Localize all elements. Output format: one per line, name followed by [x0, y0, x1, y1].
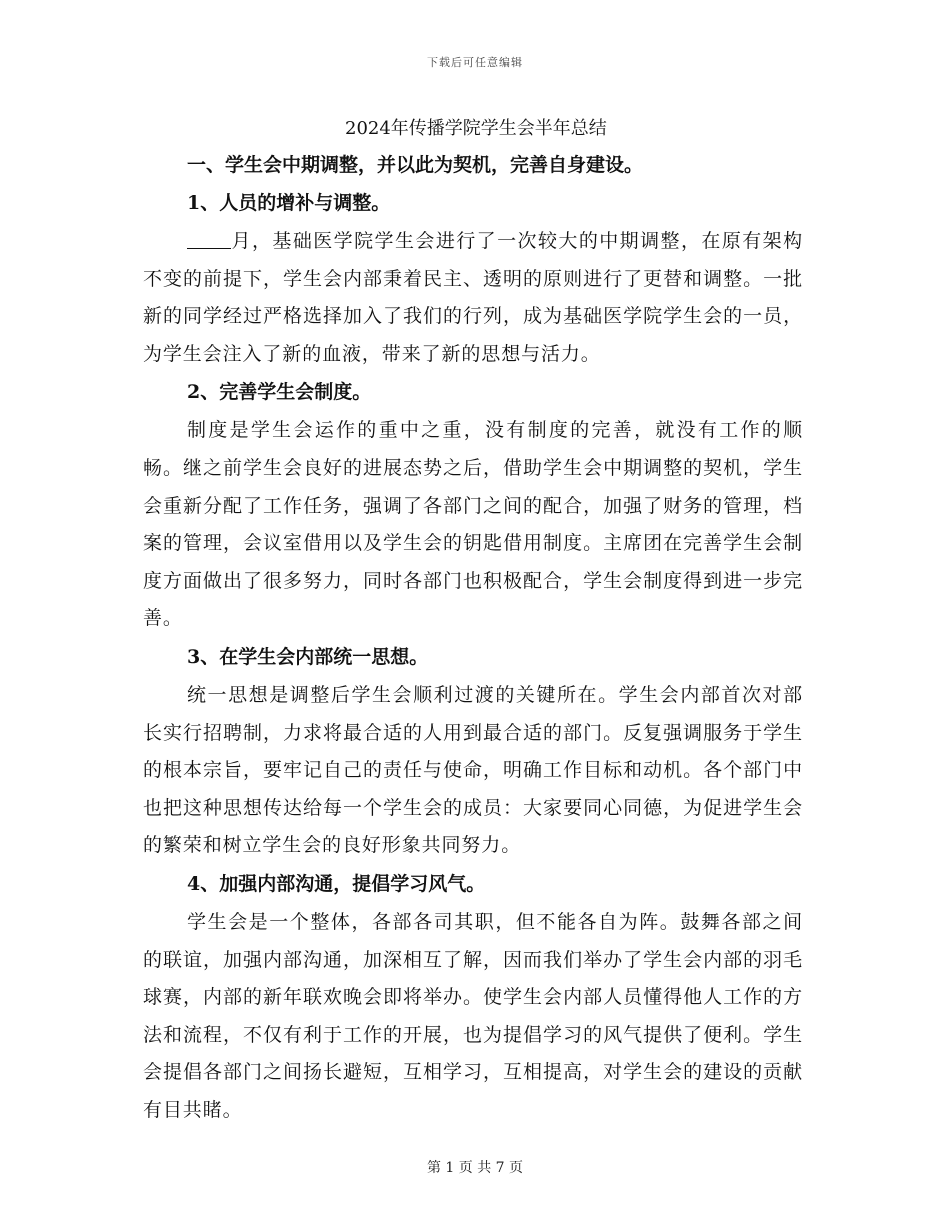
subsection-heading-4: 4、加强内部沟通，提倡学习风气。	[187, 872, 486, 895]
page-footer: 第 1 页 共 7 页	[426, 1160, 524, 1176]
page-header: 下载后可任意编辑	[427, 56, 523, 69]
subsection-heading-3: 3、在学生会内部统一思想。	[187, 645, 429, 668]
paragraph-2: 制度是学生会运作的重中之重，没有制度的完善，就没有工作的顺畅。继之前学生会良好的进展态势之后，借助学生会中期调整的契机，学生会重新分配了工作任务，强调了各部门之间的配合，加强了财务的管理，档案的管理，会议室借用以及学生会的钥匙借用制度。主席团在完善学生会制度方面做出了很多努力，同时各部门也积极配合，学生会制度得到进一步完善。	[143, 419, 803, 630]
paragraph-1	[143, 223, 803, 373]
section-heading-1: 一、学生会中期调整，并以此为契机，完善自身建设。	[187, 154, 644, 176]
document-body	[143, 112, 803, 1129]
paragraph-1-text: 月，基础医学院学生会进行了一次较大的中期调整，在原有架构不变的前提下，学生会内部秉着民主、透明的原则进行了更替和调整。一批新的同学经过严格选择加入了我们的行列，成为基础医学院学生会的一员，为学生会注入了新的血液，带来了新的思想与活力。	[143, 230, 803, 365]
subsection-heading-1: 1、人员的增补与调整。	[187, 192, 391, 214]
paragraph-4: 学生会是一个整体，各部各司其职，但不能各自为阵。鼓舞各部之间的联谊，加强内部沟通，加深相互了解，因而我们举办了学生会内部的羽毛球赛，内部的新年联欢晚会即将举办。使学生会内部人员懂得他人工作的方法和流程，不仅有利于工作的开展，也为提倡学习的风气提供了便利。学生会提倡各部门之间扬长避短，互相学习，互相提高，对学生会的建设的贡献有目共睹。	[143, 910, 803, 1121]
fill-in-blank	[187, 230, 231, 249]
document-title: 2024年传播学院学生会半年总结	[345, 118, 607, 139]
paragraph-3: 统一思想是调整后学生会顺利过渡的关键所在。学生会内部首次对部长实行招聘制，力求将最合适的人用到最合适的部门。反复强调服务于学生的根本宗旨，要牢记自己的责任与使命，明确工作目标和动机。各个部门中也把这种思想传达给每一个学生会的成员：大家要同心同德，为促进学生会的繁荣和树立学生会的良好形象共同努力。	[143, 683, 803, 857]
subsection-heading-2: 2、完善学生会制度。	[187, 381, 372, 404]
